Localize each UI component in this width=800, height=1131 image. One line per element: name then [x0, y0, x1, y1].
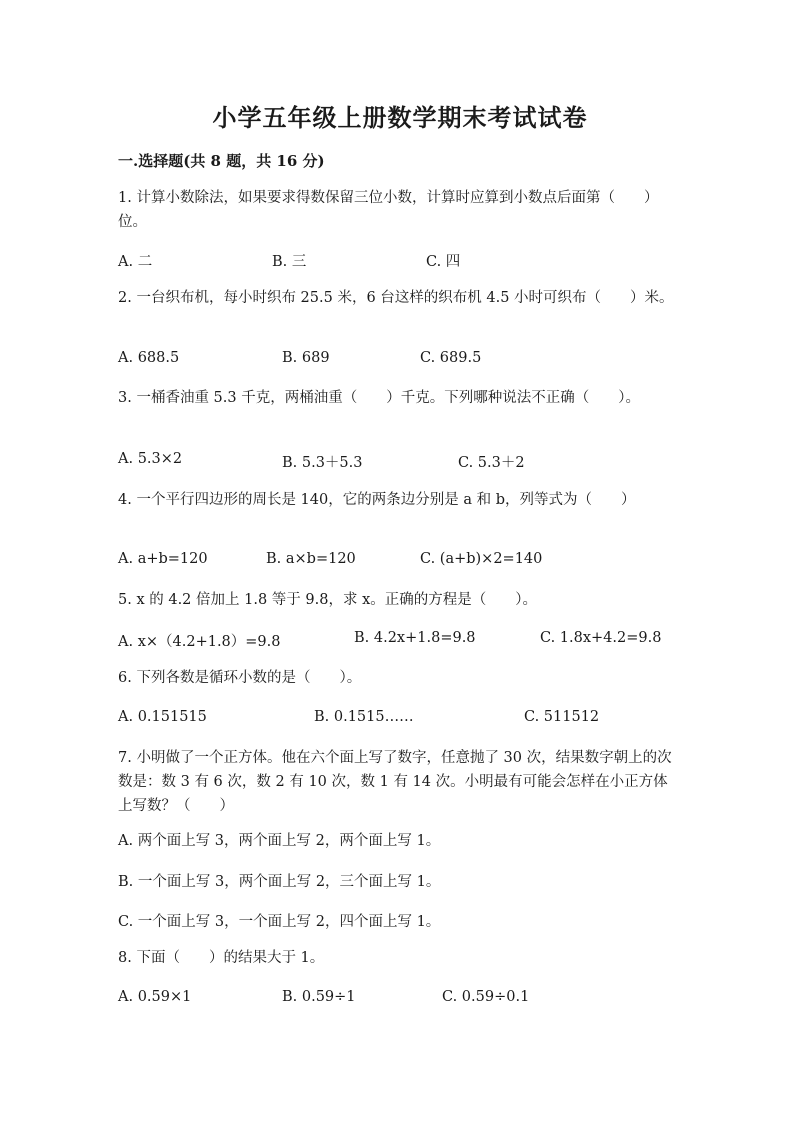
- question-8-option-a[interactable]: A. 0.59×1: [118, 989, 192, 1005]
- question-7-option-c[interactable]: C. 一个面上写 3，一个面上写 2，四个面上写 1。: [118, 914, 441, 930]
- question-2-options: [118, 350, 718, 370]
- question-1-options: [118, 250, 718, 270]
- question-3-option-b[interactable]: B. 5.3＋5.3: [282, 455, 363, 471]
- question-4-options: [118, 551, 718, 571]
- question-6-stem: 6. 下列各数是循环小数的是（ ）。: [118, 670, 362, 686]
- page-title: 小学五年级上册数学期末考试试卷: [212, 103, 588, 132]
- question-4-option-c[interactable]: C. (a+b)×2=140: [420, 551, 543, 567]
- question-5-option-b[interactable]: B. 4.2x+1.8=9.8: [354, 630, 476, 646]
- question-2-option-c[interactable]: C. 689.5: [420, 350, 482, 366]
- question-3-stem: 3. 一桶香油重 5.3 千克，两桶油重（ ）千克。下列哪种说法不正确（ ）。: [118, 390, 640, 406]
- question-7-option-b[interactable]: B. 一个面上写 3，两个面上写 2，三个面上写 1。: [118, 874, 441, 890]
- question-8-options: [118, 989, 718, 1009]
- question-1-option-b[interactable]: B. 三: [272, 254, 307, 270]
- question-6-option-c[interactable]: C. 511512: [524, 709, 600, 725]
- question-5-options: [118, 630, 718, 650]
- question-6-option-b[interactable]: B. 0.1515……: [314, 709, 414, 725]
- question-4-option-b[interactable]: B. a×b=120: [266, 551, 356, 567]
- question-2-option-a[interactable]: A. 688.5: [118, 350, 180, 366]
- section-heading: 一.选择题(共 8 题，共 16 分): [118, 152, 325, 170]
- question-4-stem: 4. 一个平行四边形的周长是 140，它的两条边分别是 a 和 b，列等式为（ ）: [118, 492, 636, 508]
- question-8-option-c[interactable]: C. 0.59÷0.1: [442, 989, 530, 1005]
- question-8-option-b[interactable]: B. 0.59÷1: [282, 989, 356, 1005]
- question-4-option-a[interactable]: A. a+b=120: [118, 551, 208, 567]
- question-5-stem: 5. x 的 4.2 倍加上 1.8 等于 9.8，求 x。正确的方程是（ ）。: [118, 592, 537, 608]
- question-5-option-c[interactable]: C. 1.8x+4.2=9.8: [540, 630, 662, 646]
- question-7-option-a[interactable]: A. 两个面上写 3，两个面上写 2，两个面上写 1。: [118, 833, 441, 849]
- question-2-option-b[interactable]: B. 689: [282, 350, 330, 366]
- question-8-stem: 8. 下面（ ）的结果大于 1。: [118, 950, 325, 966]
- question-3-option-a[interactable]: A. 5.3×2: [118, 451, 183, 467]
- question-1-option-a[interactable]: A. 二: [118, 254, 153, 270]
- question-1-stem: 1. 计算小数除法，如果要求得数保留三位小数，计算时应算到小数点后面第（ ）位。: [118, 190, 659, 230]
- question-6-option-a[interactable]: A. 0.151515: [118, 709, 207, 725]
- question-6-options: [118, 709, 718, 729]
- question-2-stem: 2. 一台织布机，每小时织布 25.5 米，6 台这样的织布机 4.5 小时可织布（ ）米。: [118, 290, 674, 306]
- question-7-stem: 7. 小明做了一个正方体。他在六个面上写了数字，任意抛了 30 次，结果数字朝上的次数是：数 3 有 6 次，数 2 有 10 次，数 1 有 14 次。小明最有可能会怎样在小正方体上写数？（ ）: [118, 750, 672, 814]
- question-3-options: [118, 451, 718, 471]
- question-1-option-c[interactable]: C. 四: [426, 254, 461, 270]
- question-5-option-a[interactable]: A. x×（4.2+1.8）=9.8: [118, 634, 281, 650]
- question-3-option-c[interactable]: C. 5.3＋2: [458, 455, 525, 471]
